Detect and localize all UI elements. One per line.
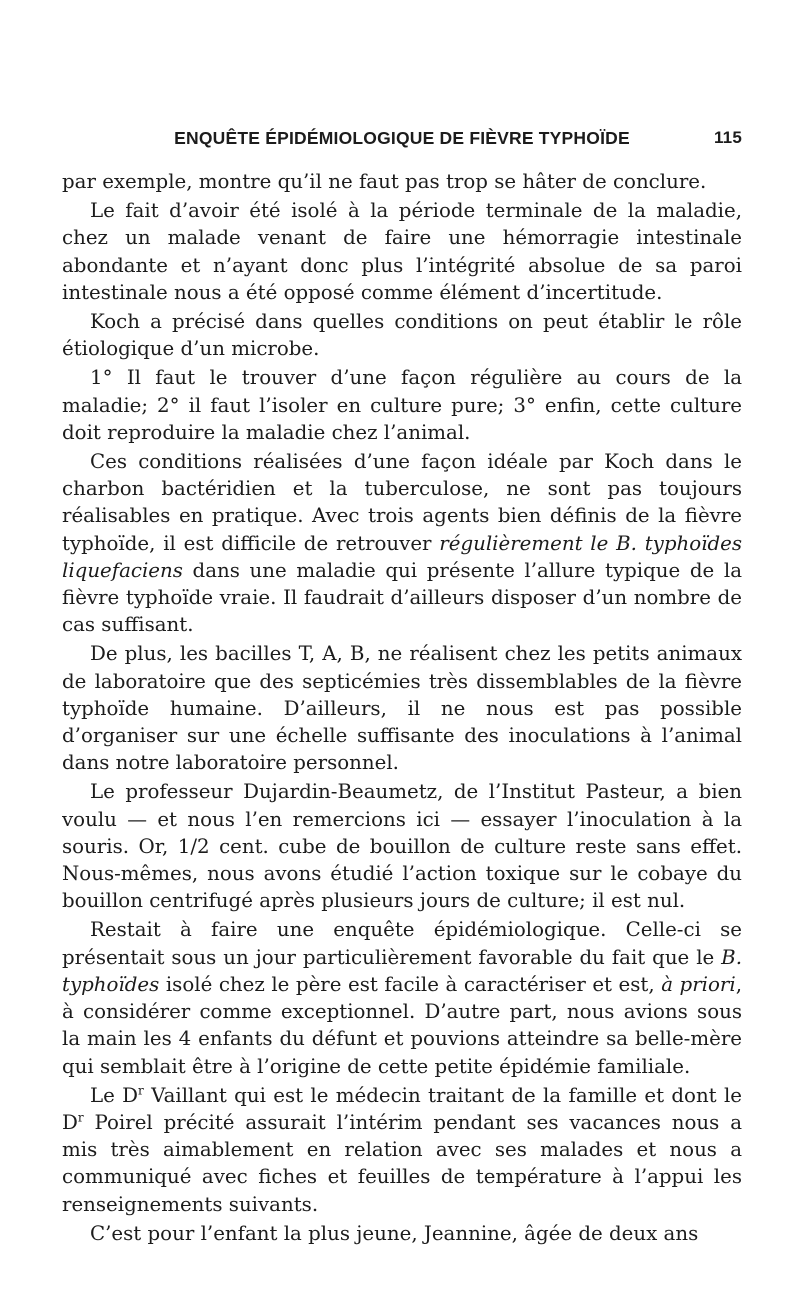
paragraph [62,448,742,638]
text-segment: , à considérer comme exceptionnel. D’autre part, nous avions sous la main les 4 enfants du défunt et pouvions atteindre sa belle-mère qui semblait être à l’origine de cette petite épidémie familiale. [62,972,742,1078]
text-segment: Poirel précité assurait l’intérim pendant ses vacances nous a mis très aimablement en relation avec ses malades et nous a communiqué avec fiches et feuilles de température à l’appui les renseignements suivants. [62,1110,742,1216]
paragraph [62,1082,742,1218]
book-page [62,122,742,1282]
italic-text: à priori [661,972,736,996]
text-segment: Vaillant qui est le médecin traitant de la famille et dont le D [62,1083,742,1134]
paragraph [62,778,742,914]
text-segment: Le D [90,1083,139,1107]
text-segment: C’est pour l’enfant la plus jeune, Jeannine, âgée de deux ans [90,1221,699,1245]
paragraph [62,168,742,195]
superscript: r [138,1083,144,1098]
page-number: 115 [713,128,742,147]
paragraph [62,640,742,776]
text-segment: Ces conditions réalisées d’une façon idéale par Koch dans le charbon bactéridien et la tuberculose, ne sont pas toujours réalisables en pratique. Avec trois agents bien définis de la fièvre typhoïde, il est difficile de retrouver [62,450,742,555]
superscript: r [77,1110,84,1125]
paragraph [62,197,742,306]
text-segment: Le fait d’avoir été isolé à la période terminale de la maladie, chez un malade venant de faire une hémorragie intestinale abondante et n’ayant donc plus l’intégrité absolue de sa paroi intestinale nous a été opposé comme élément d’incertitude. [62,199,742,304]
text-segment: Koch a précisé dans quelles conditions on peut établir le rôle étiologique d’un microbe. [62,310,742,361]
paragraph [62,916,742,1079]
text-segment: dans une maladie qui présente l’allure typique de la fièvre typhoïde vraie. Il faudrait d’ailleurs disposer d’un nombre de cas suffisant. [62,558,742,637]
text-segment: Le professeur Dujardin-Beaumetz, de l’Institut Pasteur, a bien voulu — et nous l’en remercions ici — essayer l’inoculation à la souris. Or, 1/2 cent. cube de bouillon de culture reste sans effet. Nous-mêmes, nous avons étudié l’action toxique sur le cobaye du bouillon centrifugé après plusieurs jours de culture; il est nul. [62,780,742,913]
text-segment: Restait à faire une enquête épidémiologique. Celle-ci se présentait sous un jour particulièrement favorable du fait que le [62,918,742,969]
italic-text: régulièrement le B. typhoïdes liquefaciens [62,531,742,582]
text-segment: isolé chez le père est facile à caractériser et est, [159,972,662,996]
text-segment: par exemple, montre qu’il ne faut pas trop se hâter de conclure. [62,170,707,193]
paragraph [62,308,742,362]
italic-text: B. typhoïdes [62,945,742,996]
running-title: ENQUÊTE ÉPIDÉMIOLOGIQUE DE FIÈVRE TYPHOÏDE [174,128,630,148]
text-segment: 1° Il faut le trouver d’une façon régulière au cours de la maladie; 2° il faut l’isoler en culture pure; 3° enfin, cette culture doit reproduire la maladie chez l’animal. [62,366,742,444]
running-header [62,122,742,156]
paragraph [62,1220,742,1247]
text-segment: De plus, les bacilles T, A, B, ne réalisent chez les petits animaux de laboratoire que des septicémies très dissemblables de la fièvre typhoïde humaine. D’ailleurs, il ne nous est pas possible d’organiser sur une échelle suffisante des inoculations à l’animal dans notre laboratoire personnel. [62,642,742,775]
body-text [62,168,742,1247]
paragraph [62,364,742,446]
